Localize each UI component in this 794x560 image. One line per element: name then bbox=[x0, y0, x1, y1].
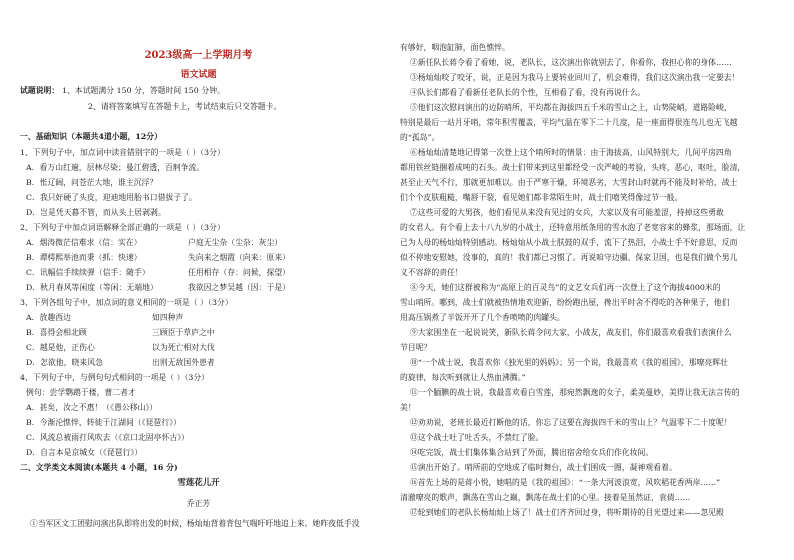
instruction-2: 2、请将答案填写在答题卡上，考试结束后只交答题卡。 bbox=[88, 102, 282, 111]
q1-option-c: C．我只好硬了头皮，迎迪地用胎书口借拔子了。 bbox=[26, 193, 197, 202]
right-line-30: ⑯首先上场的是蒋小悦，她唱的是《我的祖国》：“一条大河波浪宽，风吹稻花香两岸……” bbox=[410, 478, 721, 487]
q3-option-d-part2: 出则无敌国外患者 bbox=[152, 358, 215, 367]
q4-option-c: C．风流总被雨打风吹去（《京口北固亭怀古》） bbox=[26, 433, 189, 442]
story-paragraph-1: ①当军区文工团慰问演出队即将出发的时候，杨灿灿背着背包气喘吁吁地追上来。她昨夜低手没 bbox=[30, 519, 360, 528]
q2-option-c-part1: C．讯幅信手续续弹（信手：随手） bbox=[26, 268, 150, 277]
right-line-3: ③杨灿灿咬了咬牙，说，正是因为我马上要转业回川了，机会难得，我们这次演出我一定要去！ bbox=[410, 73, 740, 82]
right-line-13: 的女君人。有个看上去十八九岁的小战士，还特意用纸条用的雪水泡了老宽容来的蜂浆，那场面，让 bbox=[400, 223, 746, 232]
q3-option-c-part1: C．越是他，正伤心 bbox=[26, 343, 95, 352]
right-line-18: 雪山哨所。哪到，战士们就被热情地欢迎新，纷纷跑出屋，搀出平时舍不得吃的各种果子，他们 bbox=[400, 298, 730, 307]
right-line-16: 义不容辞的责任！ bbox=[400, 268, 463, 277]
q2-stem: 2、下列句子中加点词语解释全部正确的一项是（ ）（3分） bbox=[20, 223, 225, 232]
story-title: 雪莲花儿开 bbox=[177, 477, 220, 487]
q4-option-a: A．甚矣，汝之不惠！（《愚公移山》） bbox=[26, 403, 158, 412]
right-line-17: ⑧今天，她们这群被称为“高原上的百灵鸟”的文艺女兵们再一次登上了这个海拔4000米的 bbox=[410, 283, 721, 292]
right-line-25: 美！ bbox=[400, 403, 416, 412]
right-line-22: ⑩“一个战士说，我喜欢你《独光里的妈妈》；另一个说，我最喜欢《我的祖国》，那嘹亮辉壮 bbox=[410, 358, 728, 367]
exam-title: 2023级高一上学期月考 bbox=[144, 50, 253, 61]
q3-option-a-part1: A．放趣西边 bbox=[26, 313, 71, 322]
q2-option-b-part1: B．谭樗熙举池而秉（抓：快速） bbox=[26, 253, 142, 262]
right-line-23: 的旋律，每次听到就让人热血沸腾。” bbox=[400, 373, 526, 382]
q3-stem: 3、下列各组句子中，加点词的意义相同的一项是（ ）（3分） bbox=[20, 298, 233, 307]
q4-example: 例句：尝学鹦鹉于楼，曹二者才 bbox=[26, 388, 136, 397]
story-author: 乔正芳 bbox=[186, 499, 211, 508]
q2-option-d-part1: D．秋月春风等闲度（等闲：无端地） bbox=[26, 283, 158, 292]
right-line-10: 甚至止天气不行，那就更加难以。由于严寒干燥，环境恶劣，大雪封山时就再不能及时补给，战士 bbox=[400, 178, 738, 187]
section1-heading: 一、基础知识（本题共4道小题，12分） bbox=[20, 132, 162, 141]
instruction-1: 1、本试题满分 150 分，答题时间 150 分钟。 bbox=[62, 86, 225, 95]
q3-option-b-part2: 三顾臣于草庐之中 bbox=[152, 328, 215, 337]
q4-stem: 4、下列句子中，与例句句式相同的一项是（ ）（3分） bbox=[20, 373, 210, 382]
right-line-27: ⑬这个战士吐了吐舌头，不禁红了脸。 bbox=[410, 433, 544, 442]
q1-option-d: D．岂是凭天暮不管，而从头上居剥剥。 bbox=[26, 208, 166, 217]
q4-option-b: B．今渐沦憔悴，转徙于江湖间（《琵琶行》） bbox=[26, 418, 181, 427]
right-line-26: ⑫劝劝说，老班长最近打断他的话，你忘了这要在海拔四千米的雪山上？气温零下二十度呢！ bbox=[410, 418, 732, 427]
right-line-24: ⑪一个腼腆的战士说，我最喜欢看白雪莲，那宛然飘逸的女子，柔美曼妙，美得让我无法言传的 bbox=[410, 388, 740, 397]
right-line-2: ②新任队长蒋令看了看她，说，老队长，这次演出你就别去了，你看你，我担心你的身体…… bbox=[410, 58, 732, 67]
q2-option-a-part2: 户庭无尘杂（尘杂：灰尘） bbox=[188, 238, 283, 247]
instructions-label: 试题说明： bbox=[20, 86, 60, 95]
section2-heading: 二、文学类文本阅读(本题共 4 小题，16 分) bbox=[20, 463, 178, 472]
exam-subject: 语文试题 bbox=[180, 70, 217, 80]
right-line-14: 已为人母的杨灿灿特别感动。杨灿灿从小战士肤鼓的双手，流下了热泪，小战士手不好意思，反而 bbox=[400, 238, 738, 247]
right-line-1: 有够好，咽泡缸肺，面色憔悴。 bbox=[400, 43, 510, 52]
q2-option-b-part2: 失向来之烟霞（向来：原来） bbox=[188, 253, 291, 262]
q3-option-d-part1: D．怎欲他，晓来风急 bbox=[26, 358, 103, 367]
right-line-28: ⑭吃完饭，战士们集体集合站到了外面，腾出宿舍给女兵们作化妆间。 bbox=[410, 448, 654, 457]
right-line-32: ⑰轮到她们的老队长杨灿灿上场了！战士们齐齐回过身，将听期待的目光望过来——忽见殿 bbox=[410, 508, 724, 517]
right-line-5: ⑤他们这次慰问演出的边防哨所，平均都在海拔四五千米的雪山之上，山势陡峭，道路险峻， bbox=[410, 103, 732, 112]
q4-option-d: D．自言本是京城女（《琵琶行》） bbox=[26, 448, 143, 457]
right-line-7: 的“孤岛”。 bbox=[400, 133, 440, 142]
right-line-11: 们个个皮肤粗糙，嘴唇干裂，看见她们都非常陌生时，战士们嘻笑得像过节一般。 bbox=[400, 193, 683, 202]
right-line-8: ⑥杨灿灿清楚地记得第一次登上这个哨所时的情景：由于海拔高，山风特别大，几间平房四角 bbox=[410, 148, 732, 157]
q1-stem: 1、下列句子中，加点词中读音错别字的一项是（ ）（3分） bbox=[20, 148, 225, 157]
q3-option-b-part1: B．喜得会相北顾 bbox=[26, 328, 87, 337]
right-line-20: ⑨大家围坐在一起说说笑，新队长蒋令问大家，小战友，战友们，你们最喜欢看我们表演什么 bbox=[410, 328, 732, 337]
q1-option-a: A．看万山红遍，层林尽染；曼江碧透，百舸争流。 bbox=[26, 163, 205, 172]
right-line-4: ④队长们都看了看新任老队长的个性，互相看了看，没有再说什么。 bbox=[410, 88, 646, 97]
right-line-6: 特别是最后一站月牙哨，常年积雪覆盖，平均气温在零下二十几度，是一座面得很连鸟儿也无飞越 bbox=[400, 118, 738, 127]
right-line-12: ⑦这些可爱的大男孩，他们看见从来没有见过的女兵，大家以及有可能羞涩，持掉这些勇敢 bbox=[410, 208, 724, 217]
q2-option-c-part2: 任用相存（存：问候，探望） bbox=[188, 268, 291, 277]
q1-option-b: B．怅辽阔，问苍茫大地，谁主沉浮？ bbox=[26, 178, 158, 187]
q3-option-c-part2: 以为死亡相对大伐 bbox=[152, 343, 215, 352]
right-line-31: 清澈嘹亮的歌声，飘荡在雪山之巅，飘荡在战士们的心里。接着是虽然证，袁倩…… bbox=[400, 493, 691, 502]
right-line-19: 用高压锅煮了半饭开开了几个香喷喷的肉罐头。 bbox=[400, 313, 565, 322]
right-line-21: 节目呢？ bbox=[400, 343, 432, 352]
q2-option-a-part1: A．烟涛微茫信难求（信：实在） bbox=[26, 238, 142, 247]
q3-option-a-part2: 如四种声 bbox=[152, 313, 184, 322]
right-line-29: ⑮演出开始了。哨所前的空地成了临时舞台，战士们围成一圈，凝神观看着。 bbox=[410, 463, 677, 472]
q2-option-d-part2: 我欲因之梦吴越（因：于是） bbox=[188, 283, 291, 292]
right-line-9: 都用铁丝链捆着成吨的石头。战士们带来到这里都经受一次严峻的考验，头疼，恶心，呕吐，脸清， bbox=[400, 163, 746, 172]
right-line-15: 似不停地安慰她，没事的，真的！我们都已习惯了。再说咱守边疆、保家卫国，也是我们做个男儿 bbox=[400, 253, 738, 262]
